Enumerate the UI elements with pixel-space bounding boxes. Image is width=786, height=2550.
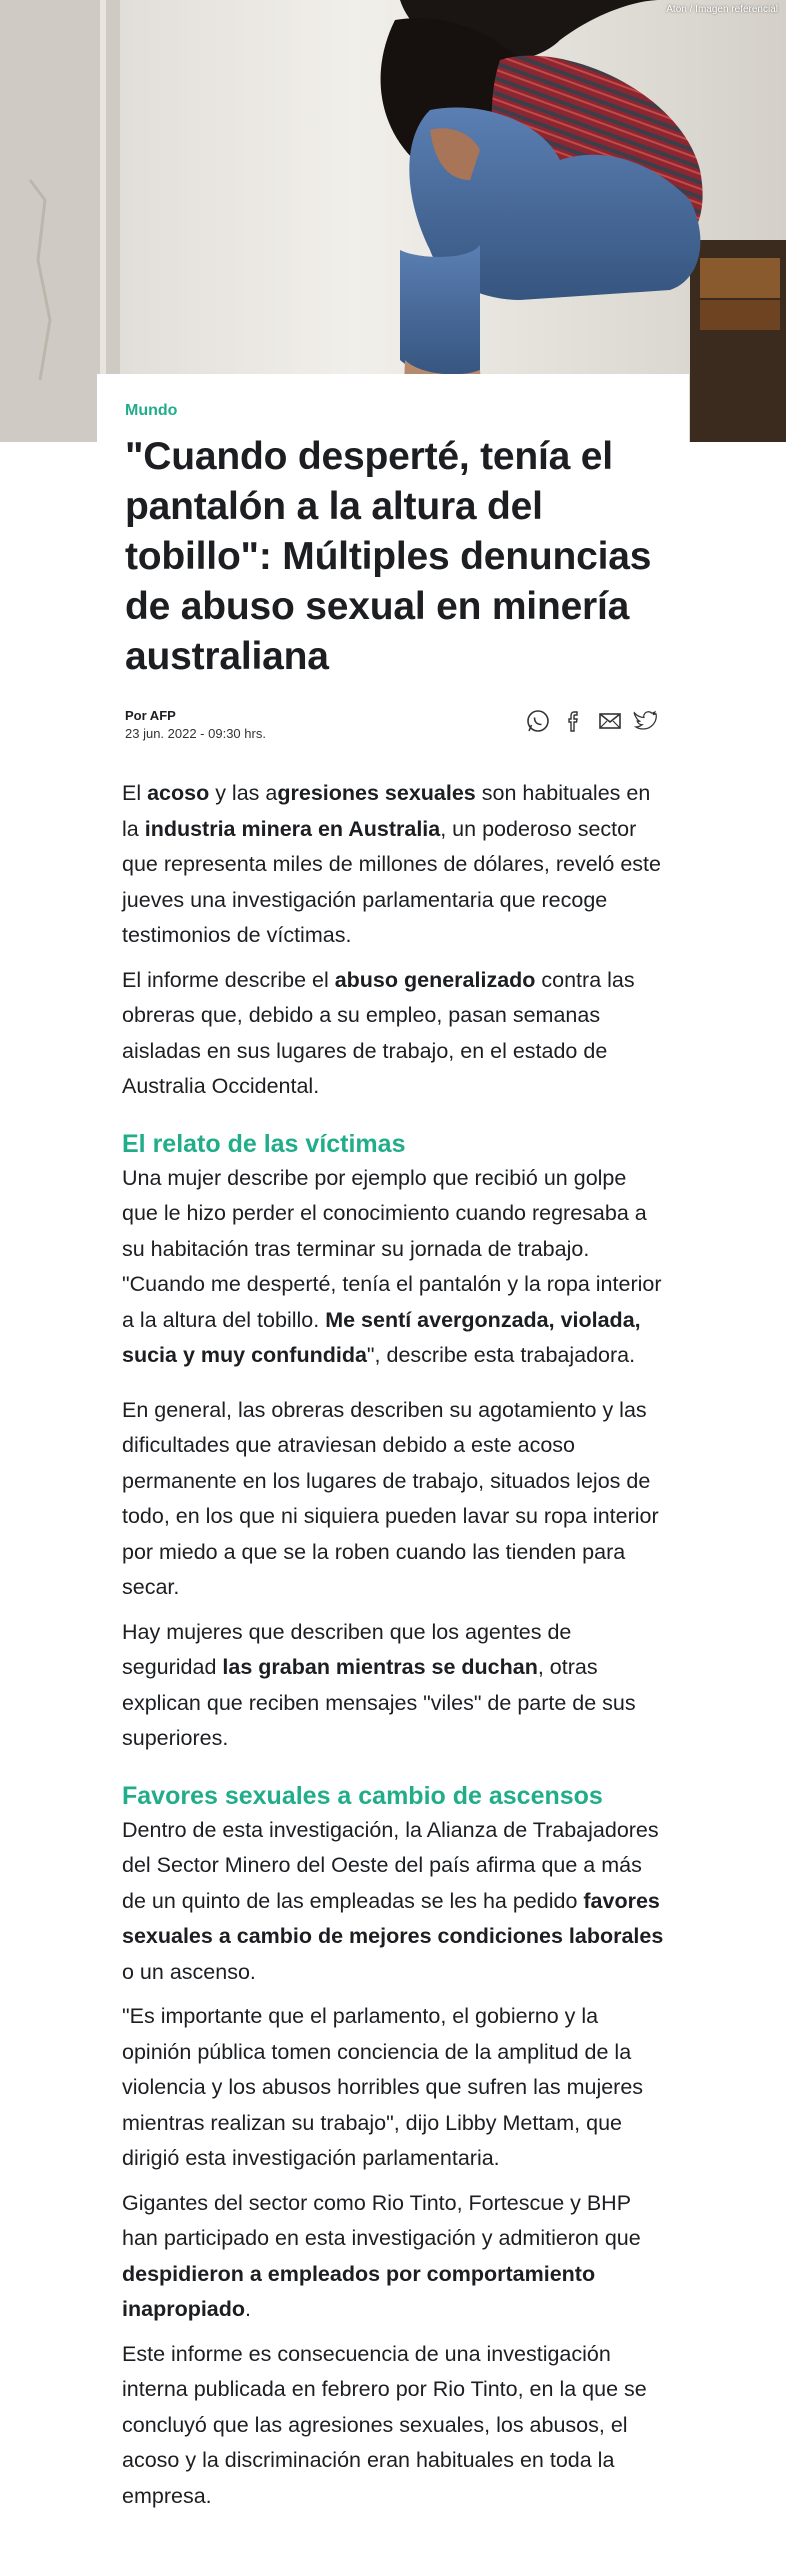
subheading: El relato de las víctimas: [122, 1129, 406, 1158]
paragraph: "Es importante que el parlamento, el gobierno y la opinión pública tomen conciencia de la amplitud de la violencia y los abusos horribles que sufren las mujeres mientras realizan su trabajo", dijo Libby Mettam, que dirigió esta investigación parlamentaria.: [122, 2004, 644, 2170]
paragraph: El informe describe el abuso generalizado contra las obreras que, debido a su empleo, pasan semanas aisladas en sus lugares de trabajo, en el estado de Australia Occidental.: [122, 967, 635, 1098]
paragraph: Una mujer describe por ejemplo que recibió un golpe que le hizo perder el conocimiento cuando regresaba a su habitación tras terminar su jornada de trabajo. "Cuando me desperté, tenía el pantalón y la ropa interior a la altura del tobillo. Me sentí avergonzada, violada, sucia y muy confundida", describe esta trabajadora.: [122, 1165, 662, 1367]
paragraph: Hay mujeres que describen que los agentes de seguridad las graban mientras se duchan, otras explican que reciben mensajes "viles" de parte de sus superiores.: [122, 1619, 636, 1750]
author: Por AFP: [125, 708, 176, 723]
paragraph: Gigantes del sector como Rio Tinto, Fortescue y BHP han participado en esta investigación y admitieron que despidieron a empleados por comportamiento inapropiado.: [122, 2190, 641, 2321]
paragraph: En general, las obreras describen su agotamiento y las dificultades que atraviesan debido a este acoso permanente en los lugares de trabajo, situados lejos de todo, en los que ni siquiera pueden lavar su ropa interior por miedo a que se la roben cuando las tienden para secar.: [122, 1397, 659, 1599]
paragraph: Este informe es consecuencia de una investigación interna publicada en febrero por Rio Tinto, en la que se concluyó que las agresiones sexuales, los abusos, el acoso y la discriminación eran habituales en toda la empresa.: [122, 2341, 647, 2508]
article-body: [122, 776, 667, 2523]
image-credit: Aton / Imagen referencial: [666, 4, 778, 15]
publish-date: 23 jun. 2022 - 09:30 hrs.: [125, 726, 266, 741]
article-header: [97, 374, 689, 768]
twitter-icon[interactable]: [633, 708, 659, 734]
paragraph: Dentro de esta investigación, la Alianza de Trabajadores del Sector Minero del Oeste del país afirma que a más de un quinto de las empleadas se les ha pedido favores sexuales a cambio de mejores condiciones laborales o un ascenso.: [122, 1817, 664, 1984]
subheading: Favores sexuales a cambio de ascensos: [122, 1781, 603, 1810]
section-link[interactable]: Mundo: [125, 402, 178, 419]
email-icon[interactable]: [597, 708, 623, 734]
facebook-icon[interactable]: [561, 708, 587, 734]
share-bar: [525, 708, 659, 734]
paragraph: El acoso y las agresiones sexuales son habituales en la industria minera en Australia, un poderoso sector que representa miles de millones de dólares, reveló este jueves una investigación parlamentaria que recoge testimonios de víctimas.: [122, 781, 661, 947]
article-headline: "Cuando desperté, tenía el pantalón a la altura del tobillo": Múltiples denuncias de abuso sexual en minería australiana: [125, 435, 652, 678]
whatsapp-icon[interactable]: [525, 708, 551, 734]
byline: [125, 708, 661, 752]
